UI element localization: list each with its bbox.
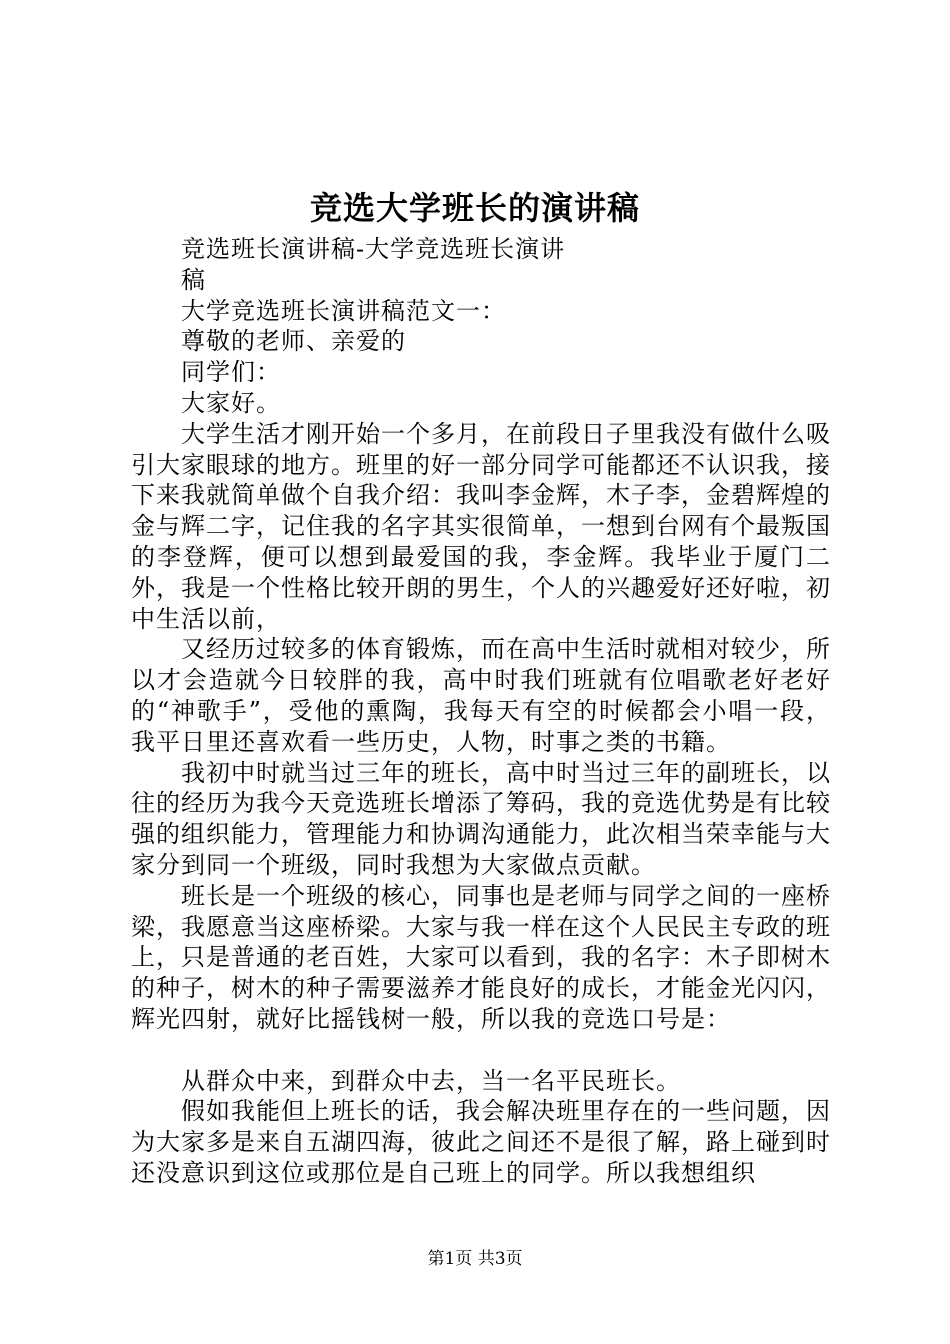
body-paragraph: 大学生活才刚开始一个多月，在前段日子里我没有做什么吸引大家眼球的地方。班里的好一部分同学可能都还不认识我，接下来我就简单做个自我介绍：我叫李金辉，木子李，金碧辉煌的金与辉二字，记住我的名字其实很简单，一想到台网有个最叛国的李登辉，便可以想到最爱国的我，李金辉。我毕业于厦门二外，我是一个性格比较开朗的男生，个人的兴趣爱好还好啦，初中生活以前， [131, 419, 831, 633]
salutation-line: 尊敬的老师、亲爱的 [181, 327, 406, 356]
page-footer: 第1页 共3页 [427, 1249, 523, 1269]
subtitle-line: 竞选班长演讲稿-大学竞选班长演讲 [181, 235, 566, 263]
document-body [131, 234, 831, 1189]
greeting-line: 大家好。 [181, 388, 281, 417]
salutation-line: 同学们： [181, 358, 281, 387]
body-paragraph: 又经历过较多的体育锻炼，而在高中生活时就相对较少，所以才会造就今日较胖的我，高中时我们班就有位唱歌老好老好的“神歌手”，受他的熏陶，我每天有空的时候都会小唱一段，我平日里还喜欢看一些历史，人物，时事之类的书籍。 [131, 635, 831, 756]
subtitle-line: 稿 [181, 265, 206, 294]
body-paragraph: 班长是一个班级的核心，同事也是老师与同学之间的一座桥梁，我愿意当这座桥梁。大家与我一样在这个人民民主专政的班上，只是普通的老百姓，大家可以看到，我的名字：木子即树木的种子，树木的种子需要滋养才能良好的成长，才能金光闪闪，辉光四射，就好比摇钱树一般，所以我的竞选口号是： [131, 881, 831, 1033]
body-paragraph: 假如我能但上班长的话，我会解决班里存在的一些问题，因为大家多是来自五湖四海，彼此之间还不是很了解，路上碰到时还没意识到这位或那位是自己班上的同学。所以我想组织 [131, 1097, 831, 1187]
document-title: 竞选大学班长的演讲稿 [309, 189, 640, 227]
section-heading: 大学竞选班长演讲稿范文一： [181, 296, 506, 325]
body-paragraph: 我初中时就当过三年的班长，高中时当过三年的副班长，以往的经历为我今天竞选班长增添了筹码，我的竞选优势是有比较强的组织能力，管理能力和协调沟通能力，此次相当荣幸能与大家分到同一个班级，同时我想为大家做点贡献。 [131, 758, 831, 879]
slogan-line: 从群众中来，到群众中去，当一名平民班长。 [181, 1066, 681, 1095]
